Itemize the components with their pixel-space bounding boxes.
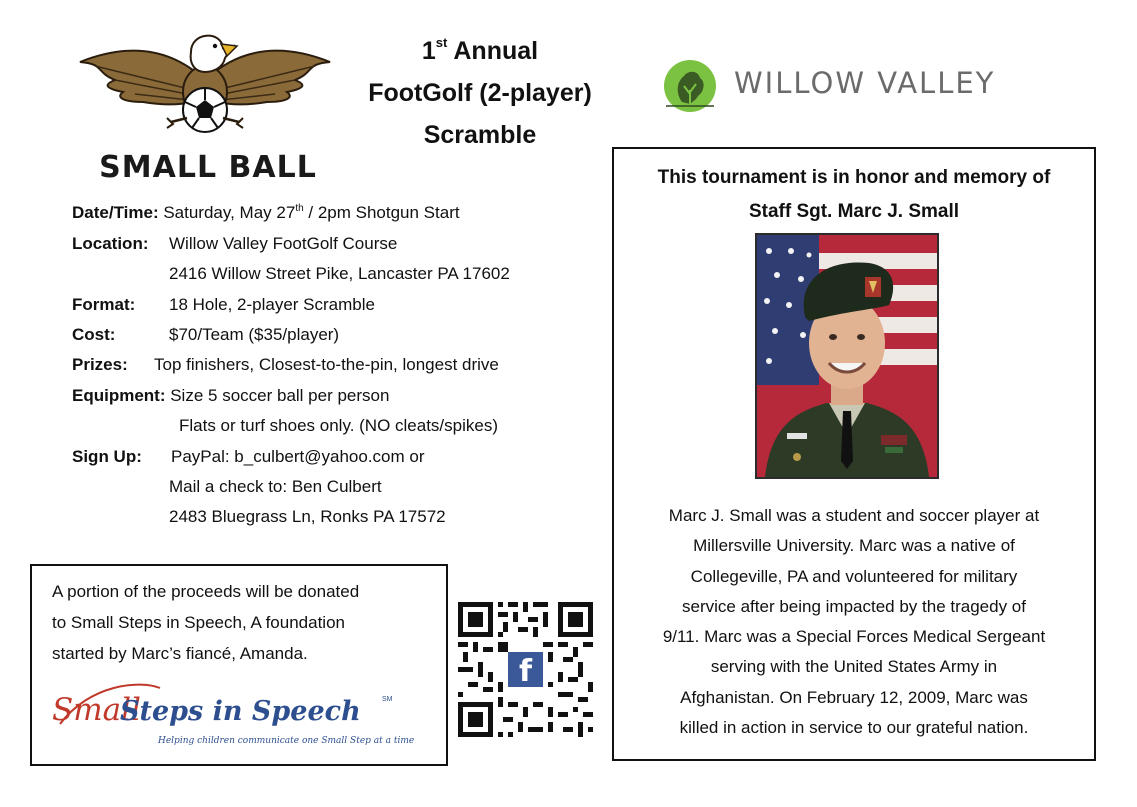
memorial-box	[612, 147, 1096, 761]
donation-text	[52, 576, 432, 669]
sss-main-words: Steps in Speech	[120, 696, 361, 727]
willow-tree-icon	[662, 58, 718, 114]
memorial-body-line: service after being impacted by the tragedy of	[682, 596, 1026, 616]
portrait-photo	[757, 235, 937, 477]
location-line-1: Willow Valley FootGolf Course	[169, 234, 398, 253]
donation-line-3: started by Marc’s fiancé, Amanda.	[52, 644, 308, 663]
format-value: 18 Hole, 2-player Scramble	[169, 295, 375, 314]
title-line-2: FootGolf (2-player)	[368, 79, 592, 107]
memorial-heading-line-1: This tournament is in honor and memory of	[657, 167, 1051, 188]
title-line-1: 1st Annual	[421, 35, 539, 65]
memorial-body	[632, 501, 1076, 743]
signup-mail: Mail a check to: Ben Culbert	[169, 477, 382, 496]
memorial-heading-line-2: Staff Sgt. Marc J. Small	[748, 201, 960, 222]
donation-line-1: A portion of the proceeds will be donated	[52, 582, 360, 601]
equipment-row	[72, 386, 389, 406]
facebook-qr-code[interactable]	[458, 602, 593, 737]
marc-small-portrait	[755, 233, 939, 479]
equipment-line-1: Size 5 soccer ball per person	[165, 386, 390, 405]
cost-value: $70/Team ($35/player)	[169, 325, 340, 344]
small-steps-in-speech-logo	[50, 674, 430, 764]
date-time-row: Date/Time: Saturday, May 27th / 2pm Shotgun Start	[72, 203, 460, 222]
memorial-body-line: serving with the United States Army in	[710, 657, 998, 677]
donation-line-2: to Small Steps in Speech, A foundation	[52, 613, 345, 632]
memorial-body-line: Afghanistan. On February 12, 2009, Marc was	[680, 687, 1028, 707]
cost-label: Cost:	[72, 325, 116, 344]
memorial-body-line: Collegeville, PA and volunteered for military	[690, 566, 1018, 586]
small-ball-wordmark: SMALL BALL	[99, 150, 317, 185]
willow-valley-logo	[662, 58, 1022, 114]
equipment-line-2: Flats or turf shoes only. (NO cleats/spikes)	[179, 416, 499, 435]
willow-valley-wordmark: WILLOW VALLEY	[734, 66, 996, 100]
sss-sm-mark: SM	[382, 696, 393, 703]
equipment-label: Equipment:	[72, 386, 166, 405]
memorial-body-line: Millersville University. Marc was a native of	[693, 536, 1015, 556]
donation-box	[30, 564, 448, 766]
sss-script-word: Small	[52, 692, 141, 728]
memorial-heading	[614, 161, 1094, 229]
location-line-2: 2416 Willow Street Pike, Lancaster PA 17602	[169, 264, 510, 283]
signup-label: Sign Up:	[72, 447, 142, 466]
prizes-label: Prizes:	[72, 355, 128, 374]
location-label: Location:	[72, 234, 149, 253]
memorial-body-line: killed in action in service to our grateful nation.	[679, 718, 1029, 738]
facebook-icon: f	[518, 654, 533, 689]
signup-address: 2483 Bluegrass Ln, Ronks PA 17572	[169, 507, 446, 526]
memorial-body-line: 9/11. Marc was a Special Forces Medical Sergeant	[662, 627, 1046, 647]
eagle-icon	[75, 22, 335, 152]
event-title	[345, 30, 615, 156]
date-time-label: Date/Time:	[72, 203, 159, 222]
sss-tagline: Helping children communicate one Small Step at a time	[158, 736, 415, 746]
format-label: Format:	[72, 295, 136, 314]
prizes-value: Top finishers, Closest-to-the-pin, longest drive	[154, 355, 499, 374]
signup-paypal: PayPal: b_culbert@yahoo.com or	[171, 447, 425, 466]
title-line-3: Scramble	[423, 121, 537, 149]
memorial-body-line: Marc J. Small was a student and soccer player at	[668, 506, 1040, 525]
small-ball-logo	[75, 22, 335, 187]
